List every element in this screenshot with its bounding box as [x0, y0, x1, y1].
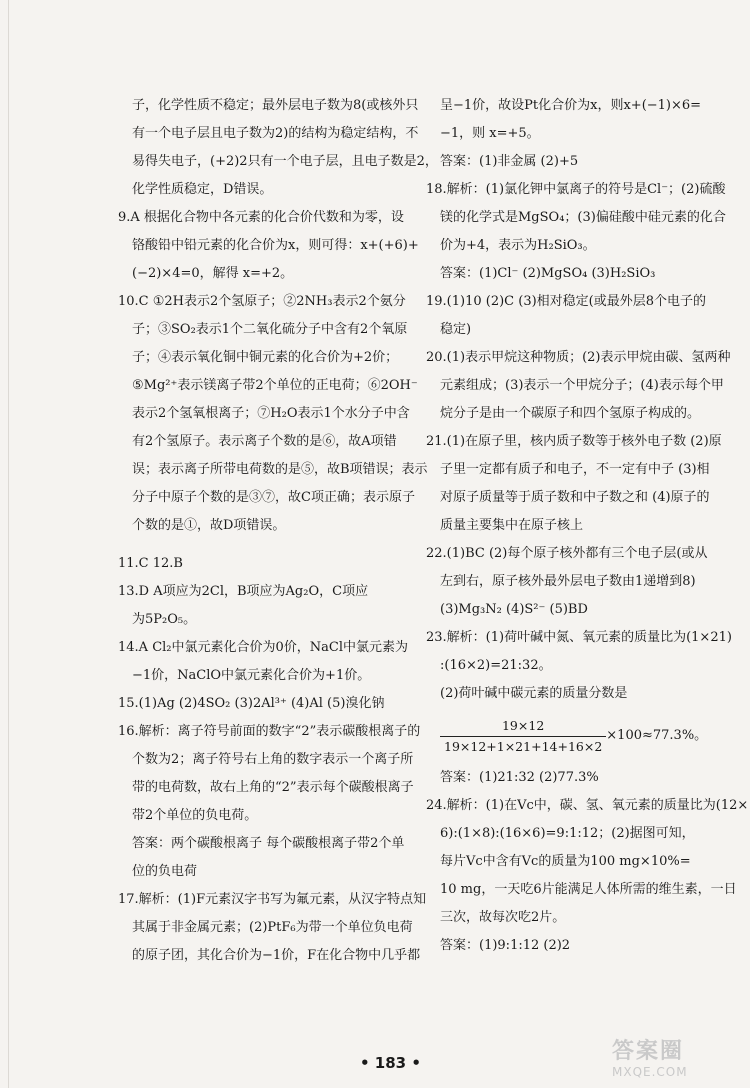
answer-line: 位的负电荷: [132, 864, 198, 879]
text-line: −1价，NaClO中氯元素化合价为+1价。: [132, 668, 371, 683]
text-line: ⑤Mg²⁺表示镁离子带2个单位的正电荷；⑥2OH⁻: [132, 378, 418, 393]
text-line: 17.解析：(1)F元素汉字书写为氟元素，从汉字特点知: [118, 892, 427, 907]
text-line: 表示2个氢氧根离子；⑦H₂O表示1个水分子中含: [132, 406, 410, 421]
text-line: 24.解析：(1)在Vc中，碳、氢、氧元素的质量比为(12×: [426, 798, 749, 813]
text-line: 22.(1)BC (2)每个原子核外都有三个电子层(或从: [426, 546, 708, 561]
right-column: [426, 92, 749, 960]
answer-line: 答案：(1)非金属 (2)+5: [440, 154, 579, 169]
text-line: 9.A 根据化合物中各元素的化合价代数和为零，设: [118, 210, 404, 225]
text-line: 易得失电子，(+2)2只有一个电子层，且电子数是2，: [132, 154, 438, 169]
text-line: 10 mg，一天吃6片能满足人体所需的维生素，一日: [440, 882, 737, 897]
text-line: 15.(1)Ag (2)4SO₂ (3)2Al³⁺ (4)Al (5)溴化钠: [118, 696, 385, 711]
text-line: 的原子团，其化合价为−1价，F在化合物中几乎都: [132, 948, 421, 963]
text-line: 镁的化学式是MgSO₄；(3)偏硅酸中硅元素的化合: [440, 210, 726, 225]
text-line: 有一个电子层且电子数为2)的结构为稳定结构，不: [132, 126, 419, 141]
fraction-denominator: 19×12+1×21+14+16×2: [440, 736, 606, 757]
text-line: 有2个氢原子。表示离子个数的是⑥，故A项错: [132, 434, 397, 449]
text-line: 20.(1)表示甲烷这种物质；(2)表示甲烷由碳、氢两种: [426, 350, 731, 365]
text-line: 为5P₂O₅。: [132, 612, 197, 627]
answer-line: 答案：(1)9:1:12 (2)2: [440, 938, 571, 953]
text-line: :(16×2)=21:32。: [440, 658, 552, 673]
text-line: 14.A Cl₂中氯元素化合价为0价，NaCl中氯元素为: [118, 640, 409, 655]
text-line: 烷分子是由一个碳原子和四个氢原子构成的。: [440, 406, 701, 421]
text-line: 子；④表示氧化铜中铜元素的化合价为+2价；: [132, 350, 399, 365]
text-line: 稳定): [440, 322, 472, 337]
watermark-logo: [612, 1034, 742, 1084]
text-line: 子里一定都有质子和电子，不一定有中子 (3)相: [440, 462, 710, 477]
text-line: 误；表示离子所带电荷数的是⑤，故B项错误；表示: [132, 462, 428, 477]
watermark-text: 答案圈: [612, 1039, 685, 1064]
text-line: 18.解析：(1)氯化钾中氯离子的符号是Cl⁻；(2)硫酸: [426, 182, 726, 197]
page-edge-line: [8, 0, 9, 1088]
text-line: 铬酸铅中铅元素的化合价为x，则可得：x+(+6)+: [132, 238, 419, 253]
fraction-equation: [426, 708, 718, 764]
text-line: 化学性质稳定，D错误。: [132, 182, 273, 197]
fraction-tail: ×100≈77.3%。: [606, 728, 708, 743]
text-line: 子，化学性质不稳定；最外层电子数为8(或核外只: [132, 98, 419, 113]
text-line: 价为+4，表示为H₂SiO₃。: [440, 238, 596, 253]
text-line: 23.解析：(1)荷叶碱中氮、氧元素的质量比为(1×21): [426, 630, 732, 645]
answer-line: 答案：两个碳酸根离子 每个碳酸根离子带2个单: [132, 836, 405, 851]
text-line: 16.解析：离子符号前面的数字“2”表示碳酸根离子的: [118, 724, 421, 739]
fraction: [440, 716, 606, 757]
text-line: 6):(1×8):(16×6)=9:1:12；(2)据图可知，: [440, 826, 695, 841]
page-number: • 183 •: [360, 1054, 421, 1072]
answer-line: 答案：(1)21:32 (2)77.3%: [440, 770, 599, 785]
text-line: 质量主要集中在原子核上: [440, 518, 584, 533]
text-line: 三次，故每次吃2片。: [440, 910, 566, 925]
text-line: 左到右，原子核外最外层电子数由1递增到8): [440, 574, 696, 589]
watermark-url: MXQE.COM: [612, 1065, 688, 1079]
text-line: 呈−1价，故设Pt化合价为x，则x+(−1)×6=: [440, 98, 702, 113]
text-line: (−2)×4=0，解得 x=+2。: [132, 266, 294, 281]
text-line: 子；③SO₂表示1个二氧化硫分子中含有2个氧原: [132, 322, 408, 337]
text-line: 每片Vc中含有Vc的质量为100 mg×10%=: [440, 854, 691, 869]
text-line: 13.D A项应为2Cl，B项应为Ag₂O，C项应: [118, 584, 369, 599]
text-line: 带2个单位的负电荷。: [132, 808, 258, 823]
text-line: 其属于非金属元素；(2)PtF₆为带一个单位负电荷: [132, 920, 413, 935]
text-line: 个数的是①，故D项错误。: [132, 518, 286, 533]
left-column: [118, 92, 438, 970]
text-line: 元素组成；(3)表示一个甲烷分子；(4)表示每个甲: [440, 378, 724, 393]
text-line: 分子中原子个数的是③⑦，故C项正确；表示原子: [132, 490, 415, 505]
text-line: 21.(1)在原子里，核内质子数等于核外电子数 (2)原: [426, 434, 722, 449]
answer-line: 答案：(1)Cl⁻ (2)MgSO₄ (3)H₂SiO₃: [440, 266, 656, 281]
fraction-numerator: 19×12: [501, 717, 545, 733]
text-line: 个数为2；离子符号右上角的数字表示一个离子所: [132, 752, 414, 767]
text-line: 10.C ①2H表示2个氢原子；②2NH₃表示2个氨分: [118, 294, 406, 309]
text-line: (3)Mg₃N₂ (4)S²⁻ (5)BD: [440, 602, 588, 617]
text-line: 带的电荷数，故右上角的“2”表示每个碳酸根离子: [132, 780, 414, 795]
text-line: 11.C 12.B: [118, 556, 183, 571]
text-line: −1，则 x=+5。: [440, 126, 540, 141]
text-line: (2)荷叶碱中碳元素的质量分数是: [440, 686, 628, 701]
text-line: 对原子质量等于质子数和中子数之和 (4)原子的: [440, 490, 710, 505]
text-line: 19.(1)10 (2)C (3)相对稳定(或最外层8个电子的: [426, 294, 707, 309]
